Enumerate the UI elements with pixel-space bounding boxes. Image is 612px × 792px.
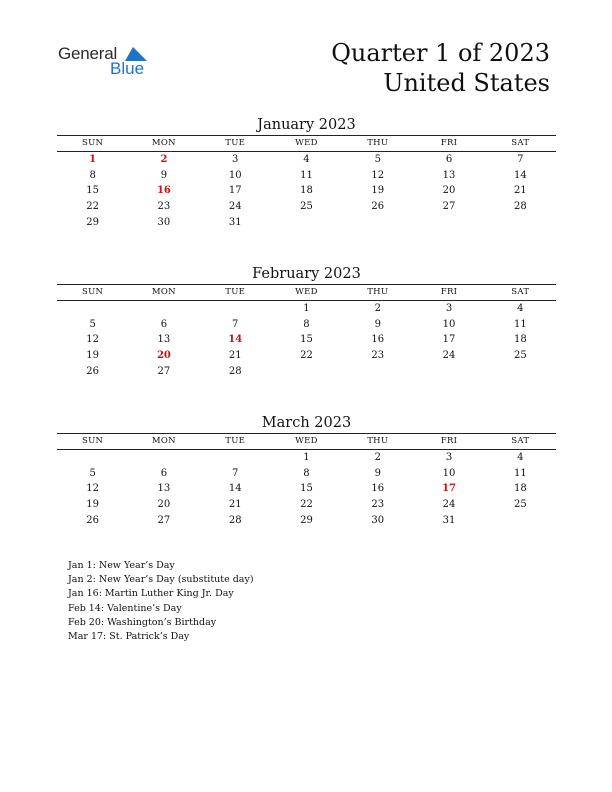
week-row <box>57 332 556 348</box>
weekday-header <box>57 135 556 152</box>
weekday-label: WED <box>295 138 318 148</box>
day-cell: 23 <box>371 350 385 362</box>
day-cell: 15 <box>86 185 99 197</box>
day-cell <box>57 450 128 466</box>
day-cell: 9 <box>374 318 381 330</box>
day-cell <box>485 513 556 529</box>
day-cell: 7 <box>232 467 239 479</box>
weekday-label: SAT <box>511 436 530 446</box>
week-row <box>57 183 556 199</box>
day-cell: 24 <box>442 499 456 511</box>
holiday-day-cell: 2 <box>160 154 168 165</box>
week-row <box>57 481 556 497</box>
day-cell: 16 <box>371 483 385 495</box>
day-cell: 11 <box>513 467 527 479</box>
day-cell: 4 <box>517 303 524 314</box>
weekday-label: THU <box>367 287 389 297</box>
month-title: March 2023 <box>261 415 352 431</box>
day-cell: 23 <box>157 201 171 213</box>
page-title <box>290 38 550 98</box>
day-cell <box>413 364 484 380</box>
day-cell: 4 <box>303 154 310 165</box>
weekday-label: MON <box>151 436 176 446</box>
day-cell: 3 <box>445 452 453 463</box>
day-cell: 15 <box>300 483 313 495</box>
day-cell: 30 <box>157 216 171 228</box>
week-row <box>57 450 556 466</box>
holiday-day-cell: 1 <box>89 154 97 165</box>
weekday-label: SUN <box>81 138 104 148</box>
week-row <box>57 497 556 513</box>
week-row <box>57 199 556 215</box>
holiday-day-cell: 16 <box>156 185 171 197</box>
day-cell: 31 <box>228 216 242 228</box>
day-cell: 15 <box>300 334 313 346</box>
month-grid <box>57 301 556 379</box>
day-cell: 20 <box>157 499 171 511</box>
day-cell: 14 <box>228 483 242 495</box>
day-cell: 26 <box>86 514 99 526</box>
day-cell <box>485 215 556 231</box>
holiday-item: Jan 16: Martin Luther King Jr. Day <box>68 588 234 600</box>
day-cell: 25 <box>513 499 527 511</box>
weekday-label: SUN <box>81 436 104 446</box>
day-cell: 6 <box>160 467 168 479</box>
day-cell: 19 <box>371 185 385 197</box>
holiday-list <box>68 559 254 644</box>
day-cell: 18 <box>513 483 527 495</box>
holiday-day-cell: 17 <box>442 483 456 495</box>
day-cell <box>271 364 342 380</box>
weekday-label: SUN <box>81 287 104 297</box>
day-cell: 5 <box>89 467 96 479</box>
day-cell <box>128 450 199 466</box>
day-cell: 19 <box>86 499 99 511</box>
day-cell: 8 <box>303 467 310 479</box>
logo-text-general: General <box>58 44 118 63</box>
day-cell <box>57 301 128 317</box>
week-row <box>57 168 556 184</box>
day-cell: 26 <box>371 201 385 213</box>
weekday-label: TUE <box>225 138 246 148</box>
day-cell <box>271 215 342 231</box>
day-cell: 10 <box>442 318 456 330</box>
holiday-item: Jan 2: New Year’s Day (substitute day) <box>68 574 254 586</box>
day-cell: 13 <box>442 169 456 181</box>
month-calendar-march <box>57 413 556 528</box>
day-cell: 5 <box>374 154 381 165</box>
weekday-label: SAT <box>511 138 530 148</box>
day-cell: 16 <box>371 334 385 346</box>
day-cell: 25 <box>300 201 313 213</box>
month-grid <box>57 152 556 230</box>
day-cell: 11 <box>300 169 313 181</box>
day-cell: 8 <box>303 318 310 330</box>
quarter-title: Quarter 1 of 2023 <box>331 39 550 67</box>
day-cell: 28 <box>228 365 242 377</box>
weekday-label: SAT <box>511 287 530 297</box>
day-cell: 14 <box>513 169 527 181</box>
weekday-label: WED <box>295 287 318 297</box>
day-cell <box>200 450 271 466</box>
week-row <box>57 348 556 364</box>
holiday-day-cell: 14 <box>228 334 243 346</box>
day-cell <box>342 215 413 231</box>
holiday-item: Mar 17: St. Patrick’s Day <box>68 631 190 643</box>
day-cell: 29 <box>300 514 313 526</box>
day-cell: 10 <box>442 467 456 479</box>
day-cell: 29 <box>86 216 99 228</box>
weekday-label: FRI <box>440 138 458 148</box>
country-title: United States <box>383 69 550 97</box>
day-cell <box>413 215 484 231</box>
day-cell: 30 <box>371 514 385 526</box>
day-cell <box>342 364 413 380</box>
day-cell <box>200 301 271 317</box>
day-cell: 1 <box>303 303 310 314</box>
day-cell: 27 <box>442 201 456 213</box>
day-cell: 27 <box>157 365 171 377</box>
week-row <box>57 466 556 482</box>
day-cell: 12 <box>86 334 99 346</box>
day-cell: 13 <box>157 334 171 346</box>
holiday-day-cell: 20 <box>156 350 171 362</box>
weekday-header <box>57 433 556 450</box>
day-cell: 9 <box>160 169 168 181</box>
day-cell: 22 <box>86 201 99 213</box>
month-grid <box>57 450 556 528</box>
holiday-item: Jan 1: New Year’s Day <box>68 560 175 571</box>
day-cell: 6 <box>445 154 453 165</box>
day-cell <box>128 301 199 317</box>
day-cell: 2 <box>374 452 381 463</box>
day-cell: 28 <box>513 201 527 213</box>
day-cell: 24 <box>442 350 456 362</box>
weekday-label: FRI <box>440 287 458 297</box>
month-title: February 2023 <box>252 266 361 282</box>
day-cell: 17 <box>228 185 242 197</box>
holiday-item: Feb 20: Washington’s Birthday <box>68 616 217 628</box>
day-cell: 21 <box>228 350 242 362</box>
month-calendar-january <box>57 115 556 230</box>
day-cell: 4 <box>517 452 524 463</box>
day-cell: 7 <box>517 154 524 165</box>
weekday-label: TUE <box>225 287 246 297</box>
day-cell: 27 <box>157 514 171 526</box>
day-cell: 11 <box>513 318 527 330</box>
day-cell: 9 <box>374 467 381 479</box>
week-row <box>57 215 556 231</box>
weekday-label: THU <box>367 138 389 148</box>
day-cell: 1 <box>303 452 310 463</box>
day-cell: 19 <box>86 350 99 362</box>
day-cell: 20 <box>442 185 456 197</box>
day-cell: 8 <box>89 169 96 181</box>
day-cell: 12 <box>371 169 385 181</box>
day-cell: 21 <box>513 185 527 197</box>
day-cell: 7 <box>232 318 239 330</box>
day-cell: 2 <box>374 303 381 314</box>
weekday-label: WED <box>295 436 318 446</box>
day-cell: 31 <box>442 514 456 526</box>
day-cell: 10 <box>228 169 242 181</box>
week-row <box>57 152 556 168</box>
day-cell: 21 <box>228 499 242 511</box>
weekday-label: THU <box>367 436 389 446</box>
day-cell: 18 <box>513 334 527 346</box>
holiday-item: Feb 14: Valentine’s Day <box>68 602 182 614</box>
week-row <box>57 364 556 380</box>
day-cell: 25 <box>513 350 527 362</box>
day-cell <box>485 364 556 380</box>
day-cell: 3 <box>445 303 453 314</box>
day-cell: 3 <box>232 154 239 165</box>
week-row <box>57 317 556 333</box>
day-cell: 22 <box>300 499 313 511</box>
day-cell: 22 <box>300 350 313 362</box>
day-cell: 13 <box>157 483 171 495</box>
day-cell: 23 <box>371 499 385 511</box>
logo-text-blue: Blue <box>110 59 145 78</box>
day-cell: 17 <box>442 334 456 346</box>
day-cell: 6 <box>160 318 168 330</box>
day-cell: 26 <box>86 365 99 377</box>
week-row <box>57 513 556 529</box>
weekday-label: MON <box>151 138 176 148</box>
day-cell: 12 <box>86 483 99 495</box>
month-title: January 2023 <box>257 117 356 133</box>
weekday-label: TUE <box>225 436 246 446</box>
weekday-header <box>57 284 556 301</box>
day-cell: 18 <box>300 185 313 197</box>
month-calendar-february <box>57 264 556 379</box>
day-cell: 5 <box>89 318 96 330</box>
weekday-label: MON <box>151 287 176 297</box>
weekday-label: FRI <box>440 436 458 446</box>
day-cell: 28 <box>228 514 242 526</box>
week-row <box>57 301 556 317</box>
day-cell: 24 <box>228 201 242 213</box>
generalblue-logo <box>58 44 158 82</box>
